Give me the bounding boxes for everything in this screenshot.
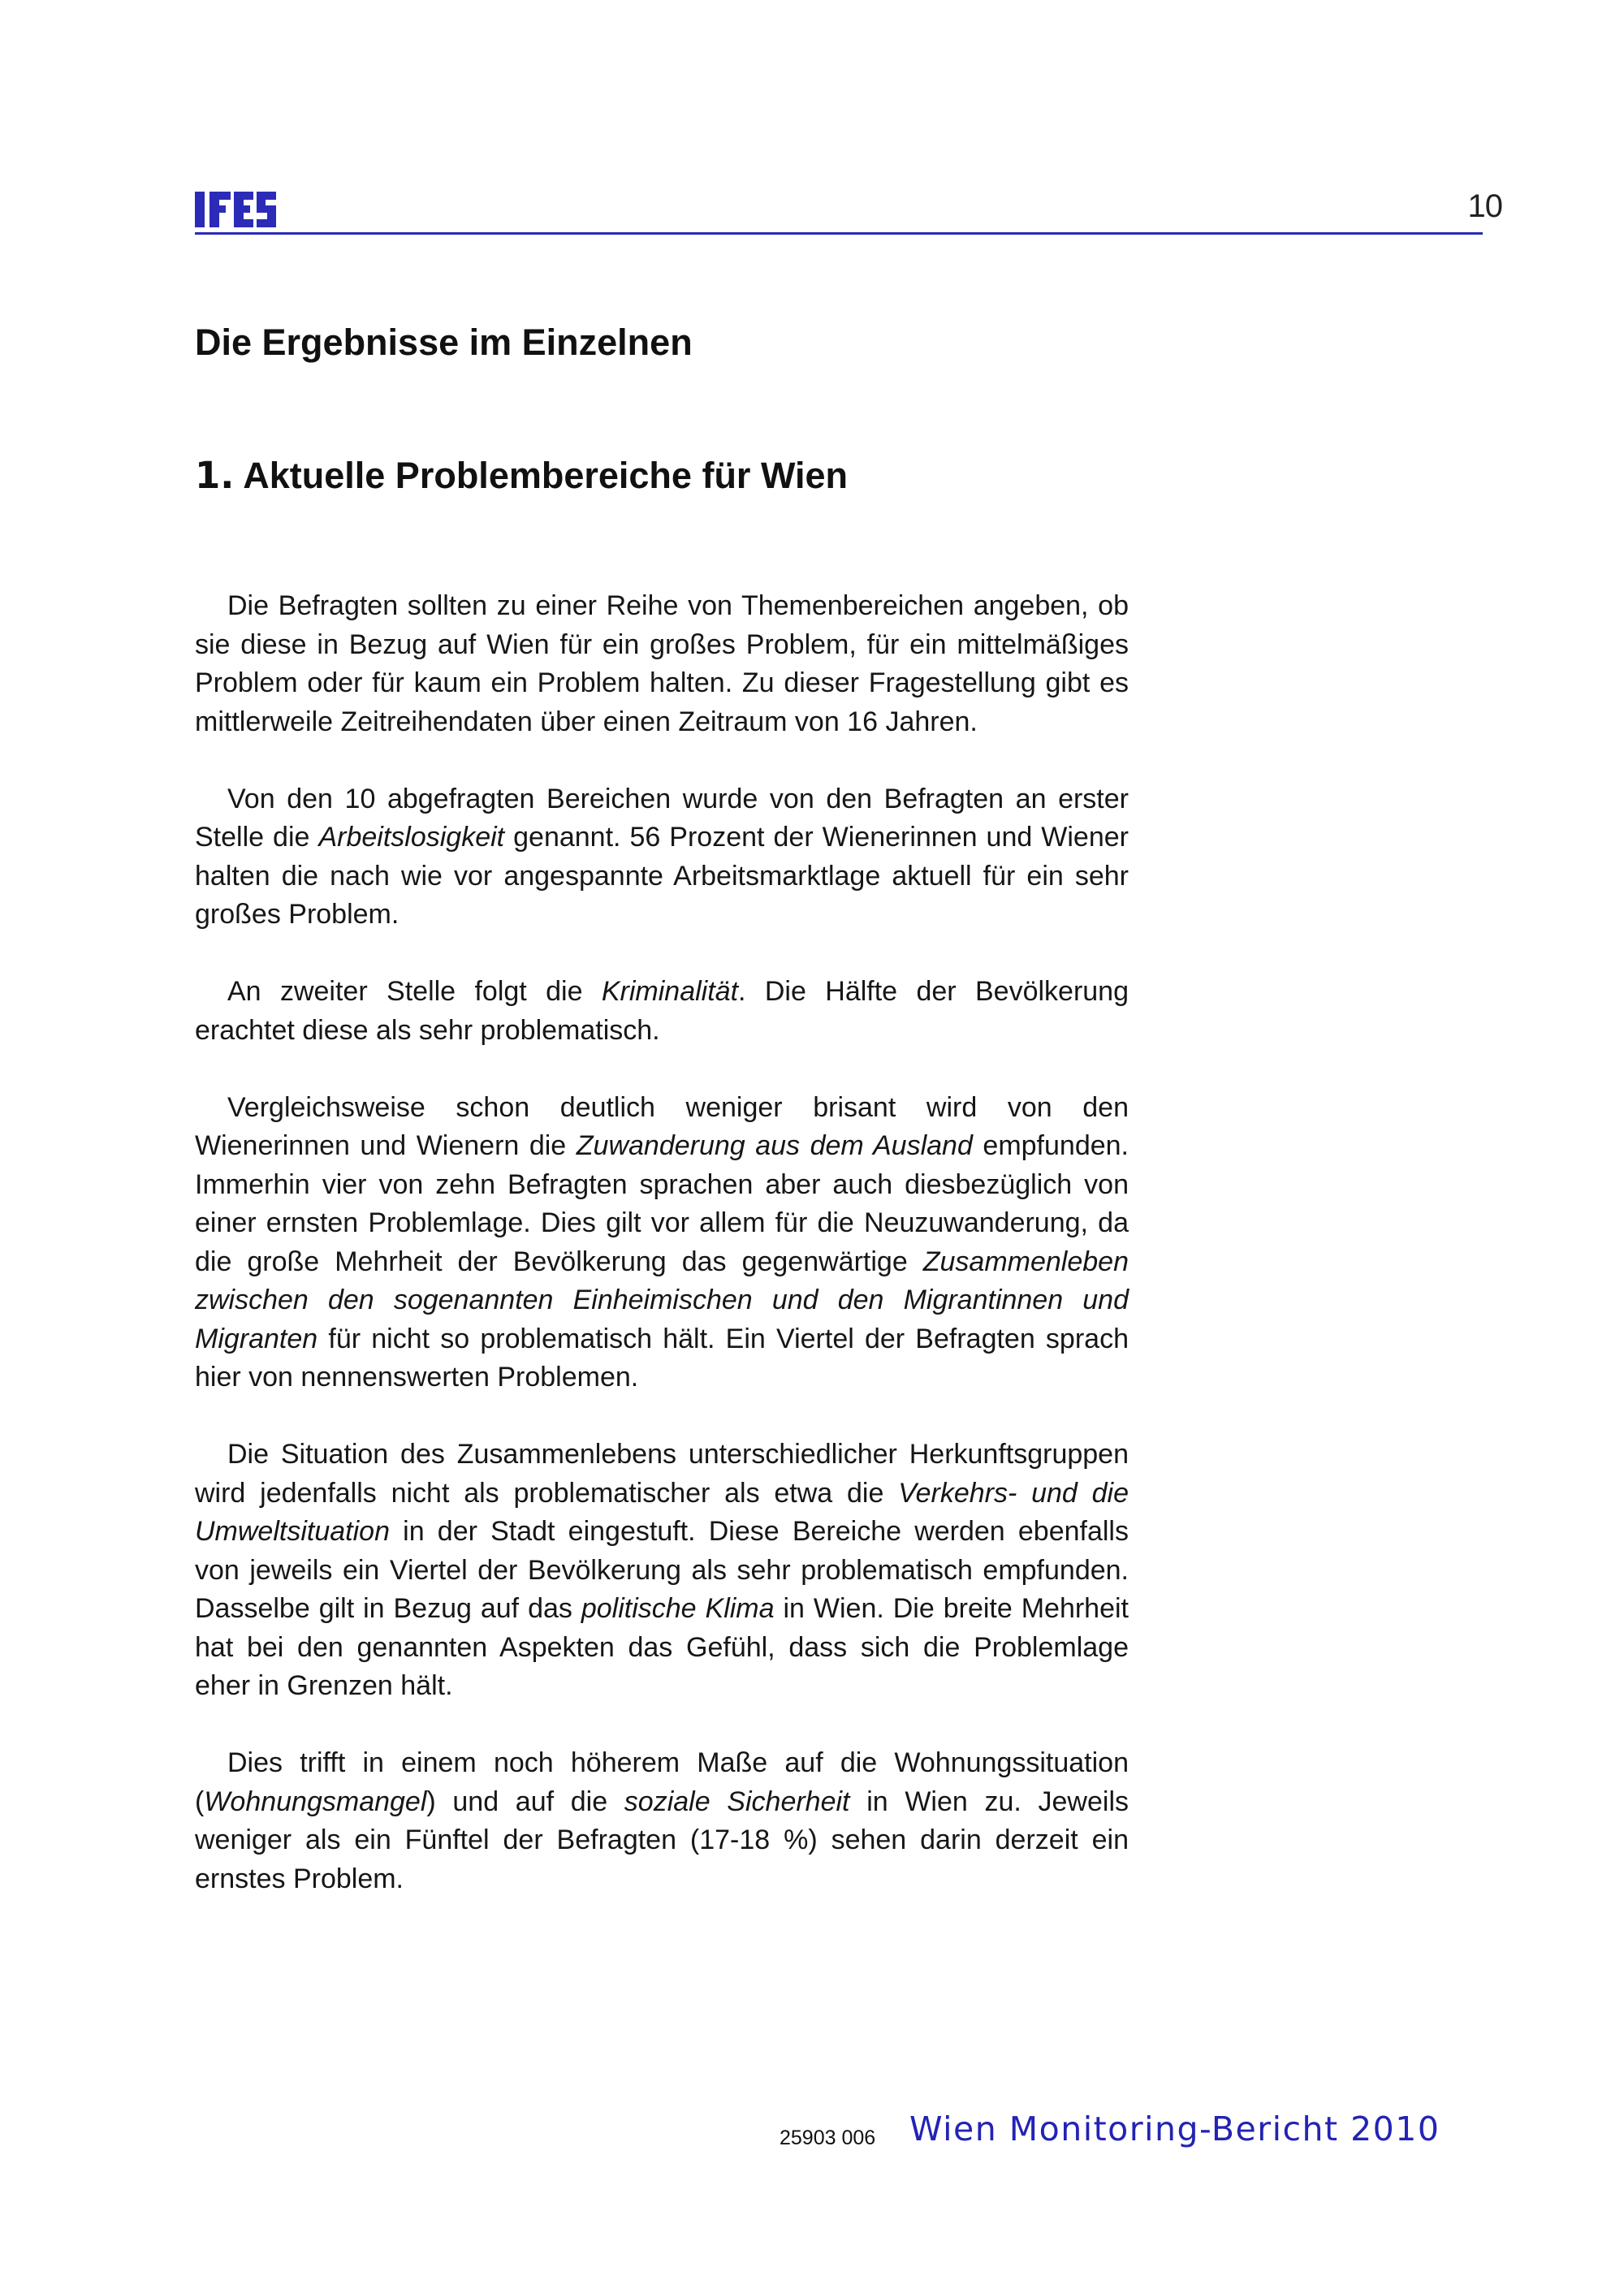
section-title: Die Ergebnisse im Einzelnen bbox=[195, 322, 693, 363]
emphasized-term: Wohnungsmangel bbox=[204, 1786, 427, 1817]
paragraph-text: in Wien. Die breite Mehrheit hat bei den genannten Aspekten das Gefühl, dass sich die Problemlage eher in Grenzen hält. bbox=[195, 1593, 1129, 1701]
paragraph-text: Dies trifft in einem noch höherem Maße auf die Wohnungssituation ( bbox=[195, 1747, 1129, 1817]
emphasized-term: politische Klima bbox=[581, 1593, 775, 1624]
chapter-number: 1. bbox=[195, 454, 235, 497]
footer-project-code: 25903 006 bbox=[780, 2127, 876, 2149]
body-paragraph bbox=[195, 1744, 1129, 1898]
paragraph-text: ) und auf die bbox=[426, 1786, 624, 1817]
page-number: 10 bbox=[1467, 188, 1502, 224]
paragraph-text: für nicht so problematisch hält. Ein Viertel der Befragten sprach hier von nennenswerten Problemen. bbox=[195, 1323, 1129, 1393]
body-paragraph bbox=[195, 1089, 1129, 1397]
paragraph-text: in der Stadt eingestuft. Diese Bereiche werden ebenfalls von jeweils ein Viertel der Bevölkerung als sehr problematisch empfunden. Dasselbe gilt in Bezug auf das bbox=[195, 1516, 1129, 1624]
header-divider bbox=[195, 232, 1483, 235]
footer-report-title: Wien Monitoring-Bericht 2010 bbox=[909, 2109, 1440, 2148]
paragraph-text: empfunden. Immerhin vier von zehn Befragten sprachen aber auch diesbezüglich von einer ernsten Problemlage. Dies gilt vor allem für die Neuzuwanderung, da die große Mehrheit der Bevölkerung das gegenwärtige bbox=[195, 1130, 1129, 1277]
body-paragraph bbox=[195, 973, 1129, 1050]
paragraph-text: An zweiter Stelle folgt die bbox=[227, 976, 602, 1007]
paragraph-text: . Die Hälfte der Bevölkerung erachtet diese als sehr problematisch. bbox=[195, 976, 1129, 1046]
footer bbox=[780, 2109, 1486, 2158]
paragraph-text: in Wien zu. Jeweils weniger als ein Fünftel der Befragten (17-18 %) sehen darin derzeit ein ernstes Problem. bbox=[195, 1786, 1129, 1894]
ifes-logo-icon bbox=[195, 192, 276, 227]
paragraph-text: genannt. 56 Prozent der Wienerinnen und Wiener halten die nach wie vor angespannte Arbeitsmarktlage aktuell für ein sehr großes Problem. bbox=[195, 822, 1129, 930]
emphasized-term: Zuwanderung aus dem Ausland bbox=[576, 1130, 973, 1161]
emphasized-term: Kriminalität bbox=[601, 976, 739, 1007]
chapter-title: Aktuelle Problembereiche für Wien bbox=[243, 455, 849, 496]
emphasized-term: Zusammenleben zwischen den sogenannten Einheimischen und den Migrantinnen und Migranten bbox=[195, 1246, 1129, 1354]
body-paragraph bbox=[195, 1436, 1129, 1706]
body-paragraph bbox=[195, 587, 1129, 741]
chapter-heading bbox=[195, 454, 848, 497]
paragraph-text: Die Befragten sollten zu einer Reihe von Themenbereichen angeben, ob sie diese in Bezug auf Wien für ein großes Problem, für ein mittelmäßiges Problem oder für kaum ein Problem halten. Zu dieser Fragestellung gibt es mittlerweile Zeitreihendaten über einen Zeitraum von 16 Jahren. bbox=[195, 590, 1129, 737]
emphasized-term: soziale Sicherheit bbox=[624, 1786, 850, 1817]
emphasized-term: Arbeitslosigkeit bbox=[318, 822, 505, 853]
emphasized-term: Verkehrs- und die Umweltsituation bbox=[195, 1477, 1129, 1547]
paragraph-text: Von den 10 abgefragten Bereichen wurde von den Befragten an erster Stelle die bbox=[195, 783, 1129, 853]
ifes-logo bbox=[195, 192, 276, 227]
body-paragraph bbox=[195, 780, 1129, 935]
paragraph-text: Die Situation des Zusammenlebens unterschiedlicher Herkunftsgruppen wird jedenfalls nicht als problematischer als etwa die bbox=[195, 1439, 1129, 1509]
paragraph-text: Vergleichsweise schon deutlich weniger brisant wird von den Wienerinnen und Wienern die bbox=[195, 1091, 1129, 1161]
body-text bbox=[195, 587, 1129, 1898]
